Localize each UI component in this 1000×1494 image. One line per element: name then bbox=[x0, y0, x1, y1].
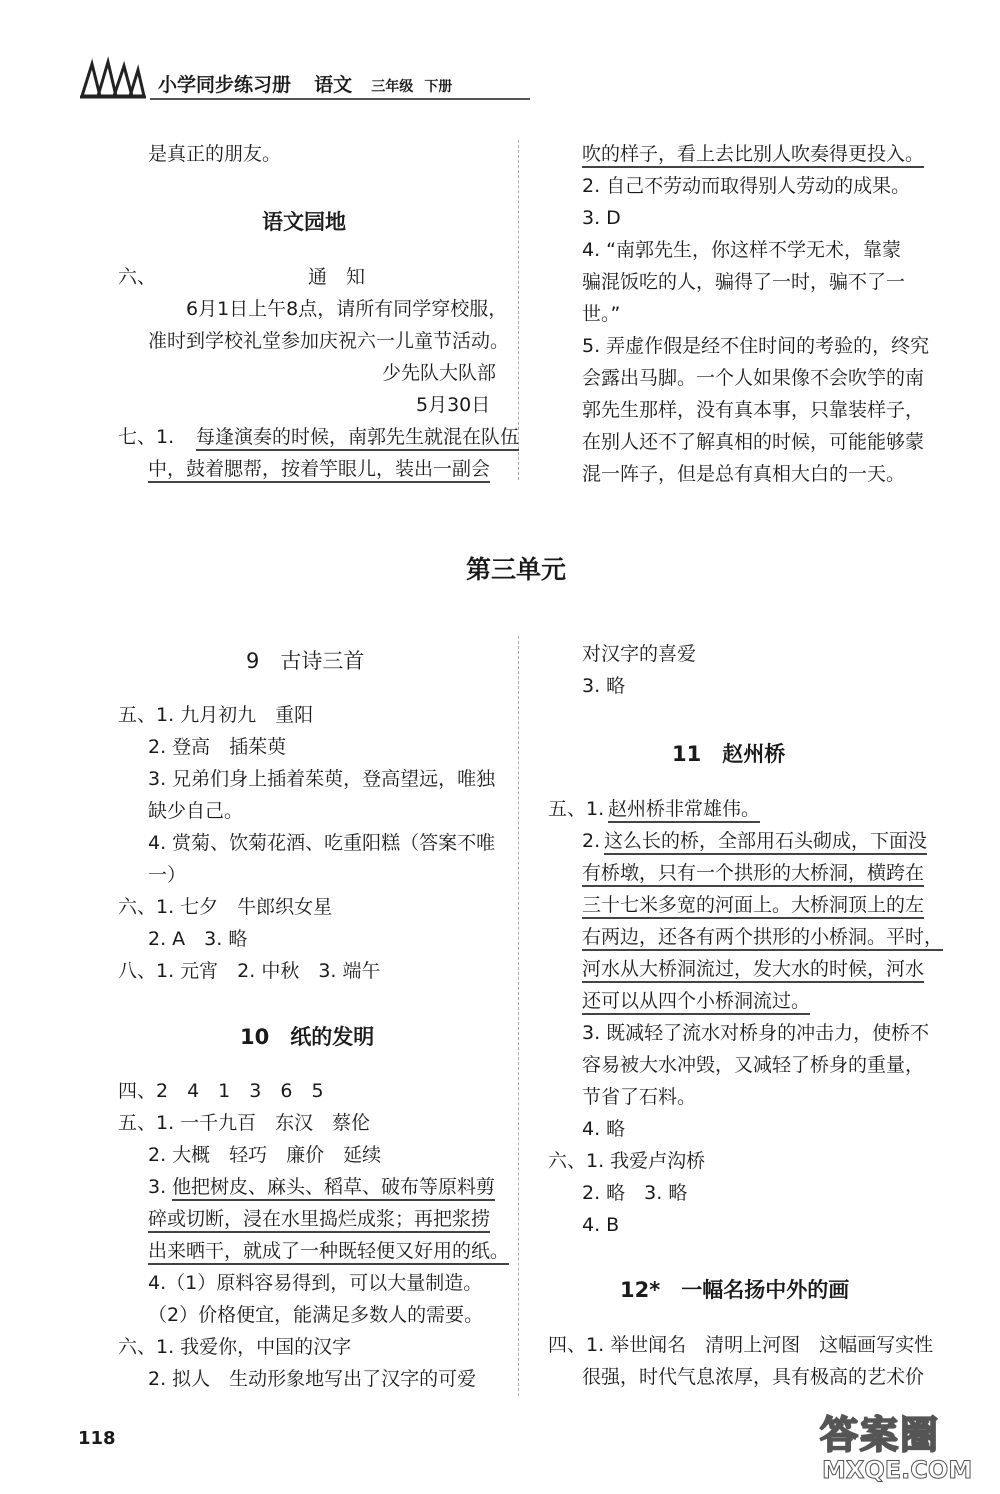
notice-signature: 少先队大队部 bbox=[382, 362, 497, 384]
answer-line: 4.（1）原料容易得到，可以大量制造。 bbox=[148, 1272, 483, 1294]
notice-line: 6月1日上午8点，请所有同学穿校服， bbox=[186, 298, 508, 320]
text-line: 是真正的朋友。 bbox=[148, 143, 282, 165]
answer-line: 2. A 3. 略 bbox=[148, 928, 248, 950]
answer-line: 骗混饭吃的人，骗得了一时，骗不了一 bbox=[582, 271, 906, 293]
watermark-text-cn: 答案圈 bbox=[820, 1413, 941, 1457]
answer-line: 吹的样子，看上去比别人吹奏得更投入。 bbox=[582, 145, 924, 168]
lesson-title: 9 古诗三首 bbox=[246, 649, 365, 673]
section-title: 语文园地 bbox=[262, 210, 346, 234]
header-logo bbox=[78, 56, 148, 100]
answer-line: 在别人还不了解真相的时候，可能能够蒙 bbox=[582, 431, 925, 453]
answer-line: （2）价格便宜，能满足多数人的需要。 bbox=[148, 1304, 484, 1326]
answer-line: 五、1. 一千九百 东汉 蔡伦 bbox=[118, 1112, 371, 1134]
answer-line: 这么长的桥，全部用石头砌成，下面没 bbox=[604, 832, 927, 855]
question-label: 七、1. bbox=[118, 426, 175, 448]
book-title: 小学同步练习册 bbox=[158, 74, 292, 96]
answer-line: 每逢演奏的时候，南郭先生就混在队伍 bbox=[196, 428, 519, 451]
page-number: 118 bbox=[78, 1428, 116, 1449]
answer-line: 2. 大概 轻巧 廉价 延续 bbox=[148, 1144, 382, 1166]
answer-line: 八、1. 元宵 2. 中秋 3. 端午 bbox=[118, 960, 381, 982]
answer-line: 六、1. 我爱你，中国的汉字 bbox=[118, 1336, 352, 1358]
answer-line: 节省了石料。 bbox=[582, 1086, 697, 1108]
subject-label: 语文 bbox=[314, 74, 353, 96]
answer-line: 4. 略 bbox=[582, 1118, 626, 1140]
lesson-title: 12* 一幅名扬中外的画 bbox=[620, 1278, 850, 1302]
answer-line: 出来晒干，就成了一种既轻便又好用的纸。 bbox=[148, 1242, 509, 1265]
answer-line: 3. 既减轻了流水对桥身的冲击力，使桥不 bbox=[582, 1022, 930, 1044]
unit-title: 第三单元 bbox=[466, 555, 567, 584]
answer-line: 五、1. 九月初九 重阳 bbox=[118, 704, 314, 726]
answer-line: 缺少自己。 bbox=[148, 800, 244, 822]
grade-label: 三年级 bbox=[371, 79, 414, 95]
answer-line: 3. D bbox=[582, 207, 621, 229]
watermark-text-en: MXQE.COM bbox=[822, 1456, 973, 1484]
answer-line: 4. 赏菊、饮菊花酒、吃重阳糕（答案不唯 bbox=[148, 832, 496, 854]
answer-line: 赵州桥非常雄伟。 bbox=[608, 800, 760, 823]
question-label: 五、1. bbox=[548, 798, 605, 820]
answer-line: 碎或切断，浸在水里捣烂成浆；再把浆捞 bbox=[148, 1210, 490, 1233]
books-logo-icon bbox=[78, 56, 148, 100]
answer-line: 六、1. 我爱卢沟桥 bbox=[548, 1150, 706, 1172]
lesson-title: 11 赵州桥 bbox=[672, 742, 786, 766]
notice-line: 准时到学校礼堂参加庆祝六一儿童节活动。 bbox=[148, 330, 510, 352]
answer-line: 河水从大桥洞流过，发大水的时候，河水 bbox=[582, 960, 924, 983]
answer-line: 有桥墩，只有一个拱形的大桥洞，横跨在 bbox=[582, 864, 924, 887]
answer-line: 对汉字的喜爱 bbox=[582, 643, 697, 665]
header-underline bbox=[150, 98, 530, 100]
answer-line: 2. 拟人 生动形象地写出了汉字的可爱 bbox=[148, 1368, 477, 1390]
volume-label: 下册 bbox=[424, 79, 453, 95]
notice-title: 通 知 bbox=[308, 266, 366, 288]
answer-line: 一） bbox=[148, 864, 187, 886]
column-divider-bottom bbox=[518, 636, 519, 1396]
notice-date: 5月30日 bbox=[416, 394, 491, 416]
answer-line: 还可以从四个小桥洞流过。 bbox=[582, 992, 810, 1015]
answer-line: 2. 登高 插茱萸 bbox=[148, 736, 287, 758]
answer-line: 六、1. 七夕 牛郎织女星 bbox=[118, 896, 333, 918]
answer-line: 容易被大水冲毁，又减轻了桥身的重量， bbox=[582, 1054, 925, 1076]
answer-line: 混一阵子，但是总有真相大白的一天。 bbox=[582, 463, 906, 485]
answer-line: 3. 略 bbox=[582, 675, 626, 697]
answer-line: 他把树皮、麻头、稻草、破布等原料剪 bbox=[172, 1178, 495, 1201]
answer-line: 四、1. 举世闻名 清明上河图 这幅画写实性 bbox=[548, 1334, 934, 1356]
lesson-title: 10 纸的发明 bbox=[240, 1025, 375, 1049]
answer-line: 5. 弄虚作假是经不住时间的考验的，终究 bbox=[582, 335, 930, 357]
answer-line: 3. 兄弟们身上插着茱萸，登高望远，唯独 bbox=[148, 768, 496, 790]
answer-line: 郭先生那样，没有真本事，只靠装样子， bbox=[582, 399, 925, 421]
answer-line: 四、2 4 1 3 6 5 bbox=[118, 1080, 324, 1102]
answer-line: 3. bbox=[148, 1176, 167, 1198]
answer-line: 4. B bbox=[582, 1214, 620, 1236]
question-label: 六、 bbox=[118, 266, 157, 288]
answer-line: 右两边，还各有两个拱形的小桥洞。平时， bbox=[582, 928, 943, 951]
answer-line: 三十七米多宽的河面上。大桥洞顶上的左 bbox=[582, 896, 924, 919]
answer-line: 2. 自己不劳动而取得别人劳动的成果。 bbox=[582, 175, 911, 197]
answer-line: 很强，时代气息浓厚，具有极高的艺术价 bbox=[582, 1366, 925, 1388]
answer-line: 4. “南郭先生，你这样不学无术，靠蒙 bbox=[582, 239, 902, 261]
header-title-block bbox=[158, 70, 452, 97]
answer-line: 2. bbox=[582, 830, 601, 852]
answer-line: 2. 略 3. 略 bbox=[582, 1182, 688, 1204]
watermark-logo bbox=[810, 1400, 990, 1490]
answer-line: 会露出马脚。一个人如果像不会吹竽的南 bbox=[582, 367, 925, 389]
answer-line: 世。” bbox=[582, 303, 621, 325]
answer-line: 中，鼓着腮帮，按着竽眼儿，装出一副会 bbox=[148, 460, 490, 483]
